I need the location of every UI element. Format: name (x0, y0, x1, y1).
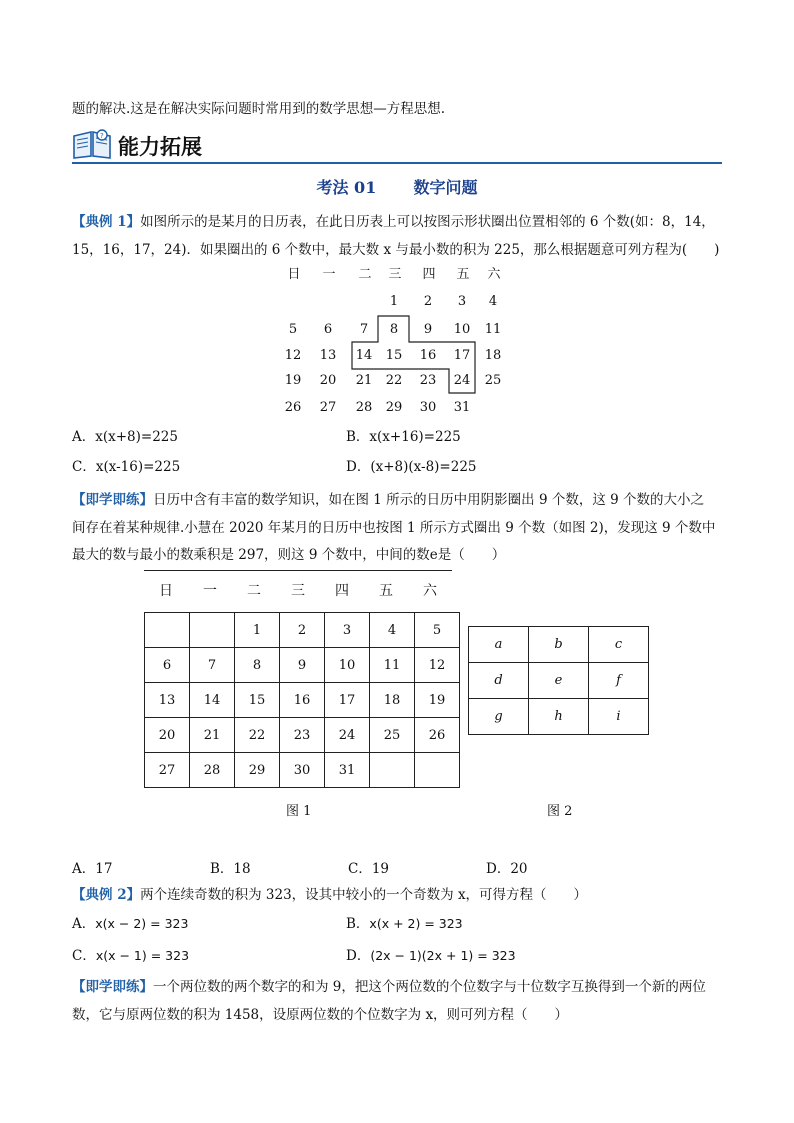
calendar-day: 12 (284, 348, 302, 363)
calendar-cell: 10 (325, 648, 370, 683)
calendar-day: 19 (284, 373, 302, 388)
calendar-day: 30 (419, 400, 437, 415)
letter-cell: g (469, 699, 529, 735)
calendar-cell: 18 (370, 683, 415, 718)
calendar-day: 1 (389, 294, 399, 309)
calendar-cell: 19 (415, 683, 460, 718)
letter-cell: i (589, 699, 649, 735)
calendar-cell: 24 (325, 718, 370, 753)
letter-cell: h (529, 699, 589, 735)
example1-option-b: B．x(x+16)=225 (346, 429, 461, 445)
calendar-day: 13 (319, 348, 337, 363)
calendar-cell: 29 (235, 753, 280, 788)
calendar-cell: 2 (280, 613, 325, 648)
fig2-caption: 图 2 (547, 804, 573, 819)
weekday-label: 日 (287, 267, 301, 282)
weekday-label: 一 (322, 267, 336, 282)
fig1-calendar-table (144, 612, 460, 788)
calendar-day: 8 (389, 322, 399, 337)
calendar-day: 29 (385, 400, 403, 415)
practice1-option-b: B．18 (210, 861, 251, 877)
equation: x(x − 1) = 323 (95, 948, 190, 963)
practice2-line2: 数，它与原两位数的积为 1458，设原两位数的个位数字为 x，则可列方程（ ） (72, 1007, 569, 1023)
calendar-day: 3 (457, 294, 467, 309)
practice1-line1: 【即学即练】日历中含有丰富的数学知识，如在图 1 所示的日历中用阴影圈出 9 个数，这 9 个数的大小之 (72, 492, 705, 508)
calendar-day: 28 (355, 400, 373, 415)
calendar-day: 11 (484, 322, 502, 337)
letter-cell: c (589, 627, 649, 663)
weekday-label: 五 (456, 267, 470, 282)
calendar-cell: 23 (280, 718, 325, 753)
letter-cell: b (529, 627, 589, 663)
weekday-label: 日 (159, 583, 173, 599)
example1-option-a: A．x(x+8)=225 (72, 429, 178, 445)
practice2-line1: 【即学即练】一个两位数的两个数字的和为 9，把这个两位数的个位数字与十位数字互换得到一个新的两位 (72, 979, 706, 995)
calendar-cell: 22 (235, 718, 280, 753)
weekday-label: 四 (422, 267, 436, 282)
weekday-label: 二 (358, 267, 372, 282)
calendar-cell (415, 753, 460, 788)
calendar-cell: 11 (370, 648, 415, 683)
intro-text: 题的解决.这是在解决实际问题时常用到的数学思想—方程思想. (72, 101, 446, 117)
calendar-day: 22 (385, 373, 403, 388)
weekday-label: 二 (247, 583, 261, 599)
calendar-cell: 26 (415, 718, 460, 753)
calendar-day: 4 (488, 294, 498, 309)
calendar-outline (0, 0, 794, 430)
calendar-day: 27 (319, 400, 337, 415)
example2-option-a: A．x(x − 2) = 323 (72, 916, 189, 932)
calendar-day: 7 (359, 322, 369, 337)
calendar-cell: 13 (145, 683, 190, 718)
calendar-cell: 17 (325, 683, 370, 718)
weekday-label: 三 (388, 267, 402, 282)
equation: x(x − 2) = 323 (95, 916, 189, 931)
calendar-cell: 4 (370, 613, 415, 648)
weekday-label: 六 (487, 267, 501, 282)
calendar-cell: 5 (415, 613, 460, 648)
example2-option-c: C．x(x − 1) = 323 (72, 948, 190, 964)
calendar-day: 15 (385, 348, 403, 363)
equation: x(x + 2) = 323 (369, 916, 463, 931)
calendar-cell: 8 (235, 648, 280, 683)
calendar-cell: 9 (280, 648, 325, 683)
calendar-cell: 12 (415, 648, 460, 683)
calendar-day: 6 (323, 322, 333, 337)
letter-cell: f (589, 663, 649, 699)
example1-option-c: C．x(x-16)=225 (72, 459, 181, 475)
calendar-day: 9 (423, 322, 433, 337)
fig1-caption: 图 1 (286, 804, 312, 819)
calendar-cell: 1 (235, 613, 280, 648)
weekday-label: 五 (379, 583, 393, 599)
example1-line2: 15，16，17，24)．如果圈出的 6 个数中，最大数 x 与最小数的积为 225，那么根据题意可列方程为( ) (72, 242, 720, 258)
calendar-cell (190, 613, 235, 648)
letter-cell: d (469, 663, 529, 699)
example1-option-d: D．(x+8)(x-8)=225 (346, 459, 477, 475)
calendar-day: 26 (284, 400, 302, 415)
letter-cell: a (469, 627, 529, 663)
calendar-cell: 25 (370, 718, 415, 753)
svg-text:?: ? (100, 132, 104, 140)
calendar-cell (370, 753, 415, 788)
calendar-day: 14 (355, 348, 373, 363)
practice1-tag: 【即学即练】 (72, 492, 153, 508)
practice1-line3: 最大的数与最小的数乘积是 297，则这 9 个数中，中间的数e是（ ） (72, 547, 506, 563)
calendar-day: 20 (319, 373, 337, 388)
calendar-cell: 3 (325, 613, 370, 648)
calendar-day: 25 (484, 373, 502, 388)
calendar-day: 2 (423, 294, 433, 309)
fig2-letter-grid (468, 626, 649, 735)
example2-option-b: B．x(x + 2) = 323 (346, 916, 463, 932)
calendar-cell: 16 (280, 683, 325, 718)
calendar-day: 17 (453, 348, 471, 363)
calendar-cell: 21 (190, 718, 235, 753)
calendar-day: 18 (484, 348, 502, 363)
fig1-top-rule (144, 570, 452, 571)
calendar-day: 23 (419, 373, 437, 388)
weekday-label: 一 (203, 583, 217, 599)
example2-line: 【典例 2】两个连续奇数的积为 323，设其中较小的一个奇数为 x，可得方程（ ） (72, 887, 588, 903)
calendar-cell (145, 613, 190, 648)
practice2-tag: 【即学即练】 (72, 979, 153, 995)
practice1-option-c: C．19 (348, 861, 390, 877)
letter-cell: e (529, 663, 589, 699)
calendar-cell: 20 (145, 718, 190, 753)
equation: (2x − 1)(2x + 1) = 323 (370, 948, 516, 963)
calendar-day: 21 (355, 373, 373, 388)
calendar-day: 10 (453, 322, 471, 337)
calendar-cell: 7 (190, 648, 235, 683)
calendar-cell: 31 (325, 753, 370, 788)
calendar-cell: 15 (235, 683, 280, 718)
calendar-cell: 28 (190, 753, 235, 788)
method-topic: 数字问题 (413, 178, 478, 197)
example1-line1: 【典例 1】如图所示的是某月的日历表，在此日历表上可以按图示形状圈出位置相邻的 6 个数(如：8，14， (72, 214, 715, 230)
section-title: 能力拓展 (118, 135, 202, 159)
method-label: 考法 01 (316, 178, 377, 197)
example1-tag: 【典例 1】 (72, 214, 141, 230)
calendar-day: 5 (288, 322, 298, 337)
practice1-line2: 间存在着某种规律.小慧在 2020 年某月的日历中也按图 1 所示方式圈出 9 个数（如图 2)，发现这 9 个数中 (72, 520, 716, 536)
example2-option-d: D．(2x − 1)(2x + 1) = 323 (346, 948, 516, 964)
calendar-cell: 27 (145, 753, 190, 788)
practice1-option-a: A．17 (72, 861, 113, 877)
calendar-cell: 6 (145, 648, 190, 683)
calendar-day: 31 (453, 400, 471, 415)
calendar-day: 24 (453, 373, 471, 388)
example2-tag: 【典例 2】 (72, 887, 141, 903)
practice1-option-d: D．20 (486, 861, 528, 877)
calendar-day: 16 (419, 348, 437, 363)
weekday-label: 四 (335, 583, 349, 599)
weekday-label: 三 (291, 583, 305, 599)
calendar-cell: 14 (190, 683, 235, 718)
weekday-label: 六 (423, 583, 437, 599)
calendar-cell: 30 (280, 753, 325, 788)
